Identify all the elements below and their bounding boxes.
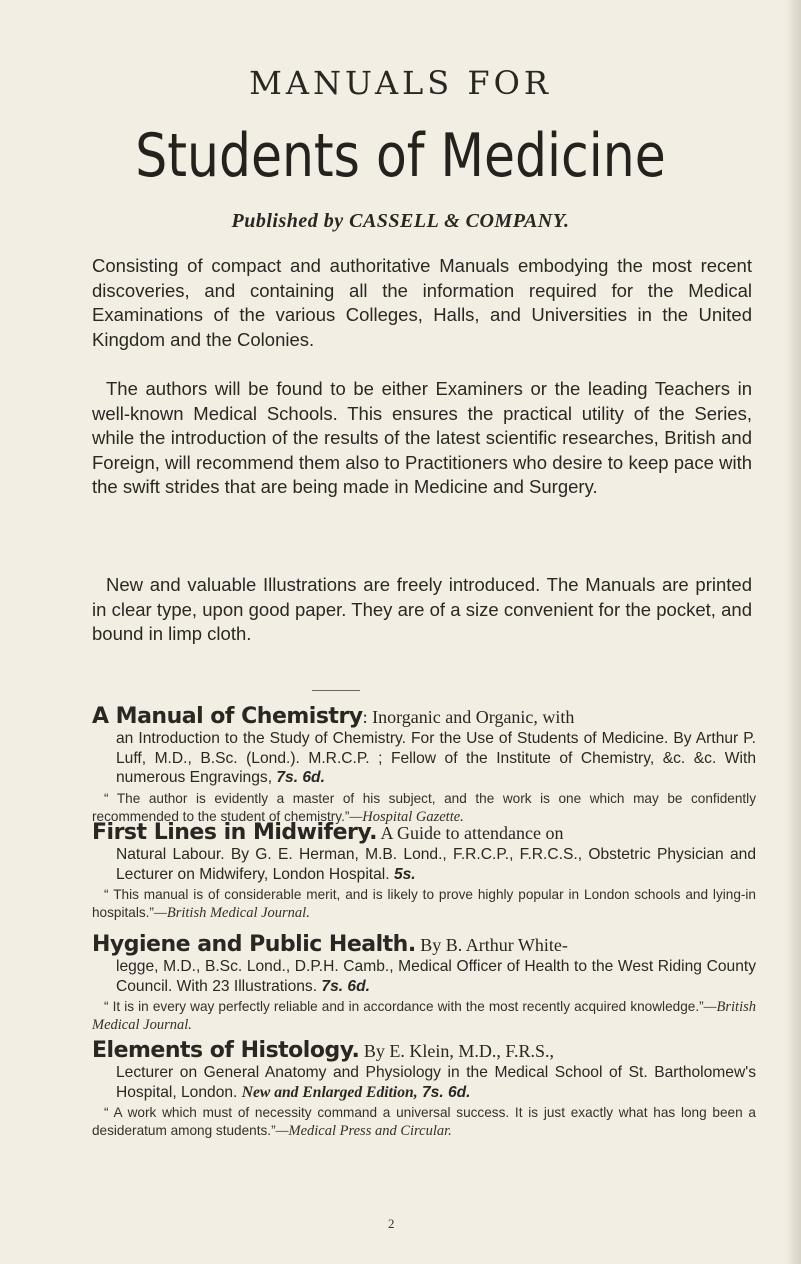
entry-title: A Manual of Chemistry <box>92 704 363 729</box>
entry-lead: A Guide to attendance on <box>377 823 564 843</box>
entry-review-quote <box>92 998 756 1034</box>
entry-description: Lecturer on General Anatomy and Physiology in the Medical School of St. Bartholomew's Hospital, London. <box>116 1064 756 1101</box>
review-text: “ The author is evidently a master of his subject, and the work is one which may be confidently recommended to the student of chemistry.” <box>92 790 756 824</box>
intro-paragraph-3: New and valuable Illustrations are freely introduced. The Manuals are printed in clear type, upon good paper. They are of a size convenient for the pocket, and bound in limp cloth. <box>92 574 752 645</box>
entry-edition: New and Enlarged Edition, <box>241 1083 418 1101</box>
book-entry-chemistry <box>92 704 756 826</box>
section-divider <box>312 690 360 691</box>
entry-description: legge, M.D., B.Sc. Lond., D.P.H. Camb., Medical Officer of Health to the West Riding County Council. With 23 Illustrations. <box>116 958 756 995</box>
entry-description: Natural Labour. By G. E. Herman, M.B. Lond., F.R.C.P., F.R.C.S., Obstetric Physician and Lecturer on Midwifery, London Hospital. <box>116 846 756 883</box>
entry-heading <box>92 932 756 957</box>
entry-description: an Introduction to the Study of Chemistry. For the Use of Students of Medicine. By Arthur P. Luff, M.D., B.Sc. (Lond.). M.R.C.P. ; Fellow of the Institute of Chemistry, &c. &c. With numerous Engravings, <box>116 730 756 787</box>
intro-paragraph-2: The authors will be found to be either Examiners or the leading Teachers in well-known Medical Schools. This ensures the practical utility of the Series, while the introduction of the results of the latest scientific researches, British and Foreign, will recommend them also to Practitioners who desire to keep pace with the swift strides that are being made in Medicine and Surgery. <box>92 378 752 498</box>
page-number: 2 <box>388 1216 395 1231</box>
entry-price: 7s. 6d. <box>321 977 370 995</box>
entry-body <box>116 1063 756 1102</box>
review-source: —British Medical Journal. <box>153 905 310 922</box>
entry-body <box>116 845 756 884</box>
review-source: —Hospital Gazette. <box>349 808 464 825</box>
entry-review-quote <box>92 1104 756 1140</box>
entry-title: Hygiene and Public Health. <box>92 932 416 957</box>
entry-title: Elements of Histology. <box>92 1038 360 1063</box>
review-source: —British Medical Journal. <box>92 999 756 1034</box>
entry-body <box>116 729 756 788</box>
entry-heading <box>92 704 756 729</box>
review-text: “ It is in every way perfectly reliable and in accordance with the most recently acquired knowledge.” <box>104 999 704 1015</box>
entry-price: 7s. 6d. <box>276 769 325 787</box>
book-entry-hygiene <box>92 932 756 1034</box>
review-source: —Medical Press and Circular. <box>275 1123 452 1140</box>
entry-price: 7s. 6d. <box>421 1083 471 1101</box>
entry-lead: By B. Arthur White- <box>415 935 568 955</box>
review-text: “ This manual is of considerable merit, and is likely to prove highly popular in London schools and lying-in hospitals.” <box>92 887 756 921</box>
book-entry-histology <box>92 1038 756 1140</box>
book-entry-midwifery <box>92 820 756 922</box>
entry-heading <box>92 1038 756 1063</box>
entry-lead: : Inorganic and Organic, with <box>362 707 575 727</box>
entry-title: First Lines in Midwifery. <box>92 820 378 845</box>
intro-paragraph-1: Consisting of compact and authoritative Manuals embodying the most recent discoveries, and containing all the information required for the Medical Examinations of the various Colleges, Halls, and Universities in the United Kingdom and the Colonies. <box>92 255 752 350</box>
page-edge-shadow <box>785 0 801 1264</box>
entry-price: 5s. <box>393 865 416 883</box>
entry-heading <box>92 820 756 845</box>
publisher-line: Published by CASSELL & COMPANY. <box>231 210 570 232</box>
page-title: Students of Medicine <box>135 121 666 191</box>
series-heading: MANUALS FOR <box>249 64 552 102</box>
entry-review-quote <box>92 886 756 922</box>
review-text: “ A work which must of necessity command a universal success. It is just exactly what has long been a desideratum among students.” <box>92 1105 756 1139</box>
entry-lead: By E. Klein, M.D., F.R.S., <box>359 1041 554 1061</box>
entry-body <box>116 957 756 996</box>
